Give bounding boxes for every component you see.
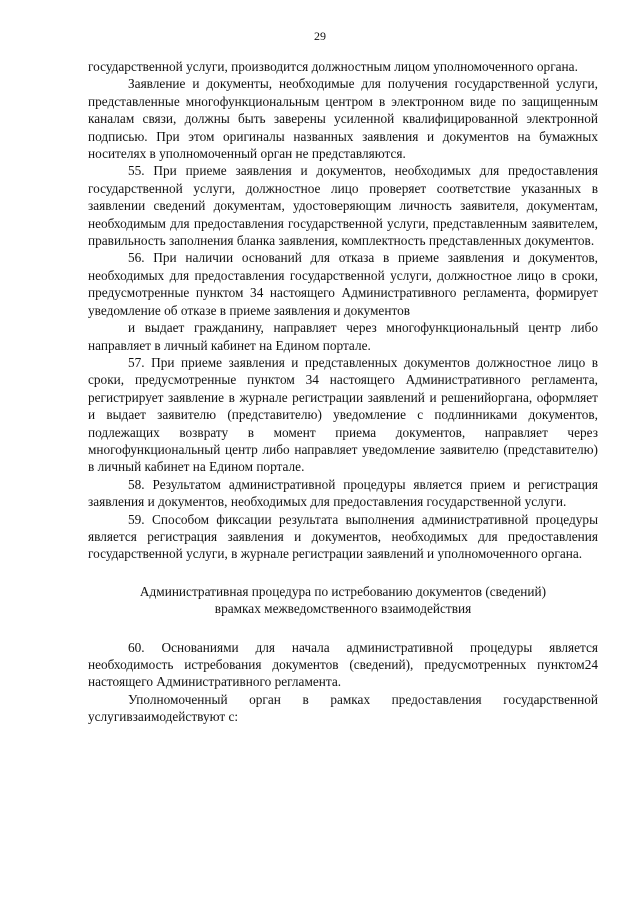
paragraph: государственной услуги, производится должностным лицом уполномоченного органа. xyxy=(88,59,578,74)
paragraph-56: 56. При наличии оснований для отказа в приеме заявления и документов, необходимых для предоставления государственной услуги, должностное лицо в сроки, предусмотренные пунктом 34 настоящего Административного регламента, формирует уведомление об отказе в приеме заявления и документов xyxy=(88,250,598,318)
paragraph-55: 55. При приеме заявления и документов, необходимых для предоставления государственной услуги, должностное лицо проверяет соответствие указанных в заявлении сведений документам, удостоверяющим личность заявителя, документам, необходимым для предоставления государственной услуги, представленным заявителем, правильность заполнения бланка заявления, комплектность представленных документов. xyxy=(88,163,598,249)
paragraph-60: 60. Основаниями для начала административной процедуры является необходимость истребования документов (сведений), предусмотренных пунктом24 настоящего Административного регламента. xyxy=(88,639,598,690)
section-heading-line: Административная процедура по истребованию документов (сведений) xyxy=(139,583,547,599)
paragraph-57: 57. При приеме заявления и представленных документов должностное лицо в сроки, предусмотренные пунктом 34 настоящего Административного регламента, регистрирует заявление в журнале регистрации заявлений и решенийоргана, оформляет и выдает заявителю (представителю) уведомление с подлинниками документов, подлежащих возврату в момент приема документов, направляет через многофункциональный центр либо направляет уведомление заявителю (представителю) в личный кабинет на Едином портале. xyxy=(88,354,598,475)
paragraph: и выдает гражданину, направляет через многофункциональный центр либо направляет в личный кабинет на Едином портале. xyxy=(88,320,598,353)
section-heading xyxy=(88,583,598,618)
section-heading-line: врамках межведомственного взаимодействия xyxy=(214,601,472,617)
paragraph: Заявление и документы, необходимые для получения государственной услуги, представленные многофункциональным центром в электронном виде по защищенным каналам связи, должны быть заверены усиленной квалифицированной электронной подписью. При этом оригиналы названных заявления и документов на бумажных носителях в уполномоченный орган не представляются. xyxy=(88,76,598,162)
document-body xyxy=(88,58,598,726)
paragraph: Уполномоченный орган в рамках предоставления государственной услугивзаимодействуют с: xyxy=(88,691,598,725)
paragraph-58: 58. Результатом административной процедуры является прием и регистрация заявления и документов, необходимых для предоставления государственной услуги. xyxy=(88,476,598,510)
paragraph-59: 59. Способом фиксации результата выполнения административной процедуры является регистрация заявления и документов, необходимых для предоставления государственной услуги, в журнале регистрации заявлений и уполномоченного органа. xyxy=(88,511,598,562)
page-number: 29 xyxy=(314,29,326,43)
